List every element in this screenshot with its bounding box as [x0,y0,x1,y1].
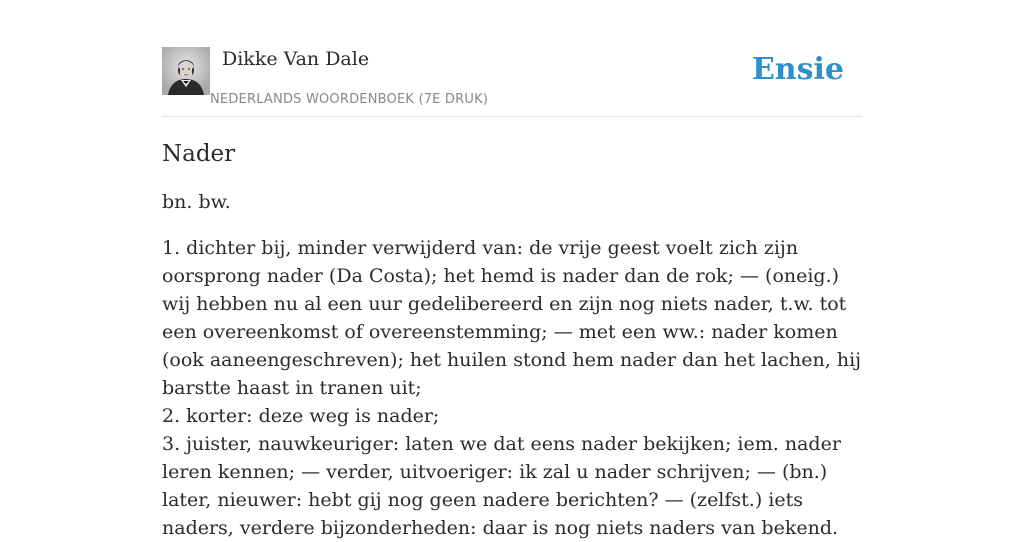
part-of-speech: bn. bw. [162,191,231,213]
author-name[interactable]: Dikke Van Dale [222,48,370,70]
definition-item: 3. juister, nauwkeuriger: laten we dat eens nader bekijken; iem. nader leren kennen; — verder, uitvoeriger: ik zal u nader schrijven; — (bn.) later, nieuwer: hebt gij nog geen nadere berichten? — (zelfst.) iets naders, verdere bijzonderheden: daar is nog niets naders van bekend. [162,433,841,539]
definition-item: 2. korter: deze weg is nader; [162,405,440,427]
entry-title: Nader [162,141,236,167]
brand-logo[interactable]: Ensie [751,52,844,87]
definition-item: 1. dichter bij, minder verwijderd van: de vrije geest voelt zich zijn oorsprong nader (Da Costa); het hemd is nader dan de rok; — (oneig.) wij hebben nu al een uur gedelibereerd en zijn nog niets nader, t.w. tot een overeenkomst of overeenstemming; — met een ww.: nader komen (ook aaneengeschreven); het huilen stond hem nader dan het lachen, hij barstte haast in tranen uit; [162,237,862,399]
definition-list [162,234,862,542]
page-header [162,44,862,117]
author-avatar[interactable] [162,47,210,95]
portrait-photo-icon [162,47,210,95]
entry-content [162,134,862,542]
dictionary-name[interactable]: NEDERLANDS WOORDENBOEK (7E DRUK) [210,92,489,107]
